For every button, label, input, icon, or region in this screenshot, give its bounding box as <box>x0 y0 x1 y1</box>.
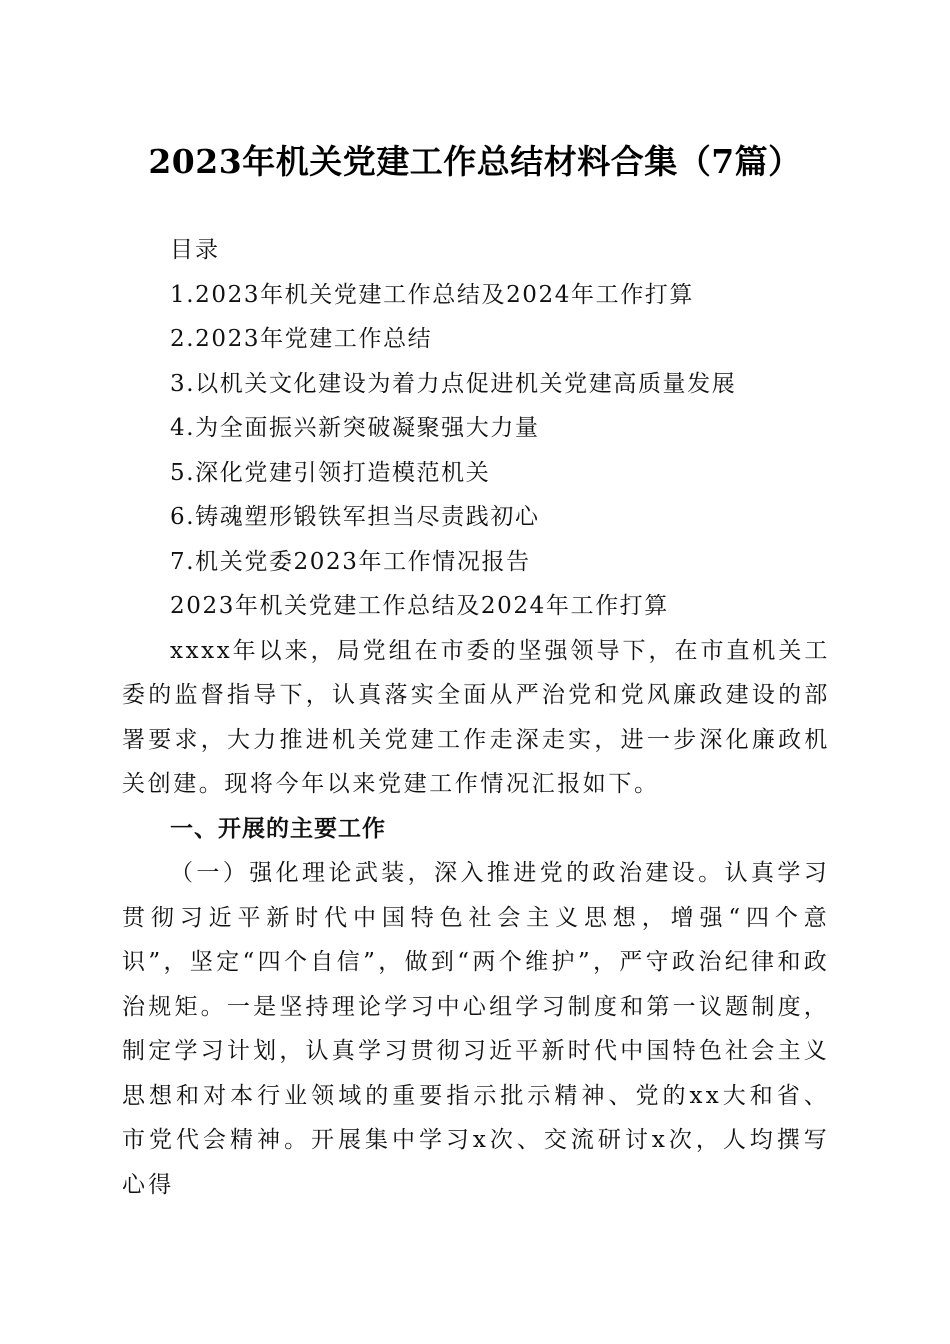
article-title: 2023年机关党建工作总结及2024年工作打算 <box>170 593 669 619</box>
table-of-contents <box>122 273 830 585</box>
toc-item[interactable]: 4.为全面振兴新突破凝聚强大力量 <box>170 415 540 441</box>
document-title: 2023年机关党建工作总结材料合集（7篇） <box>148 142 802 181</box>
toc-item[interactable]: 5.深化党建引领打造模范机关 <box>170 459 491 486</box>
intro-paragraph: xxxx年以来，局党组在市委的坚强领导下，在市直机关工委的监督指导下，认真落实全面从严治党和党风廉政建设的部署要求，大力推进机关党建工作走深走实，进一步深化廉政机关创建。现将今年以来党建工作情况汇报如下。 <box>122 637 830 797</box>
toc-label: 目录 <box>170 237 220 263</box>
toc-item[interactable]: 2.2023年党建工作总结 <box>170 326 433 352</box>
toc-item[interactable]: 3.以机关文化建设为着力点促进机关党建高质量发展 <box>170 370 737 397</box>
section-heading: 一、开展的主要工作 <box>170 815 386 842</box>
document-body <box>122 228 830 1207</box>
toc-item[interactable]: 6.铸魂塑形锻铁军担当尽责践初心 <box>170 504 540 530</box>
toc-item[interactable]: 1.2023年机关党建工作总结及2024年工作打算 <box>170 281 695 308</box>
toc-item[interactable]: 7.机关党委2023年工作情况报告 <box>170 548 531 575</box>
section-paragraph: （一）强化理论武装，深入推进党的政治建设。认真学习贯彻习近平新时代中国特色社会主义思想，增强“四个意识”，坚定“四个自信”，做到“两个维护”，严守政治纪律和政治规矩。一是坚持理论学习中心组学习制度和第一议题制度，制定学习计划，认真学习贯彻习近平新时代中国特色社会主义思想和对本行业领域的重要指示批示精神、党的xx大和省、市党代会精神。开展集中学习x次、交流研讨x次，人均撰写心得 <box>122 860 830 1198</box>
